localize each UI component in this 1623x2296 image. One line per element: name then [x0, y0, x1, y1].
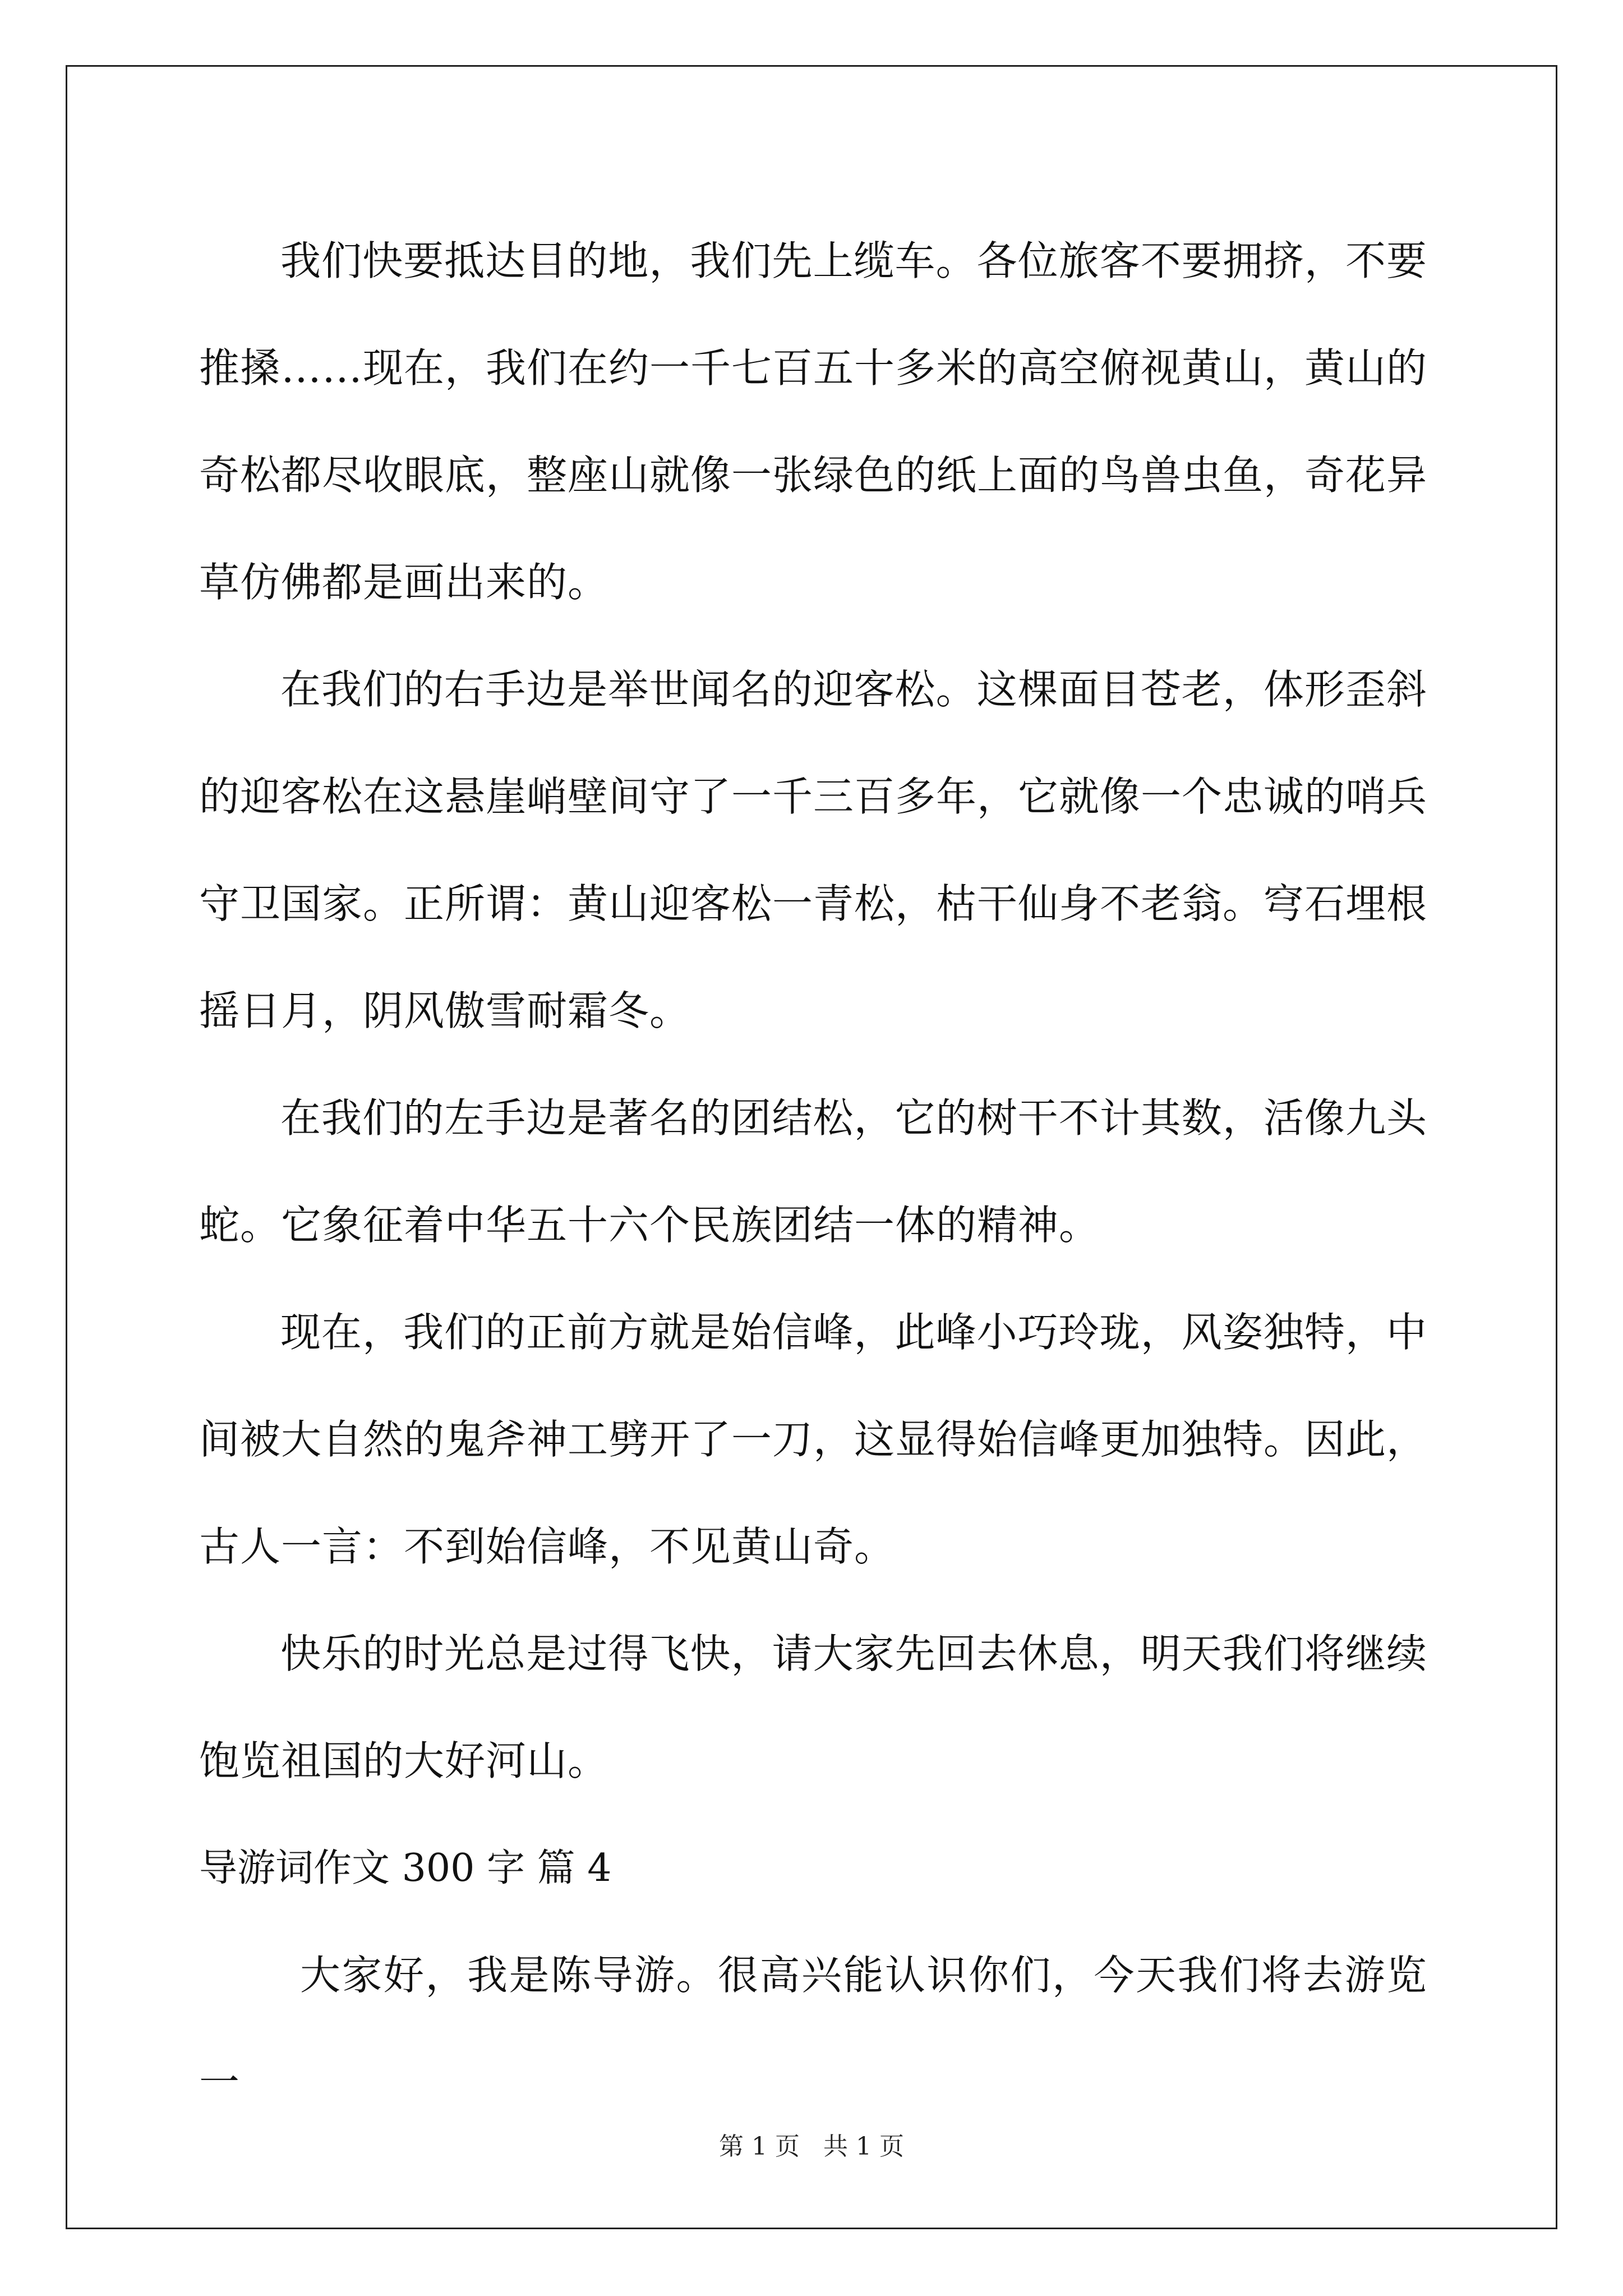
page-footer [0, 2126, 1623, 2162]
paragraph-welcoming-pine: 在我们的右手边是举世闻名的迎客松。这棵面目苍老，体形歪斜的迎客松在这悬崖峭壁间守了一千三百多年，它就像一个忠诚的哨兵守卫国家。正所谓：黄山迎客松一青松，枯干仙身不老翁。穹石埋根摇日月，阴风傲雪耐霜冬。 [199, 666, 1428, 1034]
section-heading: 导游词作文 300 字 篇 4 [199, 1846, 612, 1890]
paragraph-unity-pine: 在我们的左手边是著名的团结松，它的树干不计其数，活像九头蛇。它象征着中华五十六个民族团结一体的精神。 [199, 1094, 1427, 1249]
paragraph-greeting: 大家好，我是陈导游。很高兴能认识你们，今天我们将去游览一 [199, 1952, 1427, 2106]
paragraph-closing: 快乐的时光总是过得飞快，请大家先回去休息，明天我们将继续饱览祖国的大好河山。 [199, 1630, 1427, 1784]
page-number: 第 1 页 [719, 2132, 800, 2161]
paragraph-shixin-peak: 现在，我们的正前方就是始信峰，此峰小巧玲珑，风姿独特，中间被大自然的鬼斧神工劈开了一刀，这显得始信峰更加独特。因此，古人一言：不到始信峰，不见黄山奇。 [199, 1309, 1428, 1570]
paragraph-cable-car: 我们快要抵达目的地，我们先上缆车。各位旅客不要拥挤，不要推搡……现在，我们在约一千七百五十多米的高空俯视黄山，黄山的奇松都尽收眼底，整座山就像一张绿色的纸上面的鸟兽虫鱼，奇花异草仿佛都是画出来的。 [199, 237, 1428, 606]
document-body [199, 208, 1427, 2136]
page-total: 共 1 页 [823, 2132, 904, 2161]
